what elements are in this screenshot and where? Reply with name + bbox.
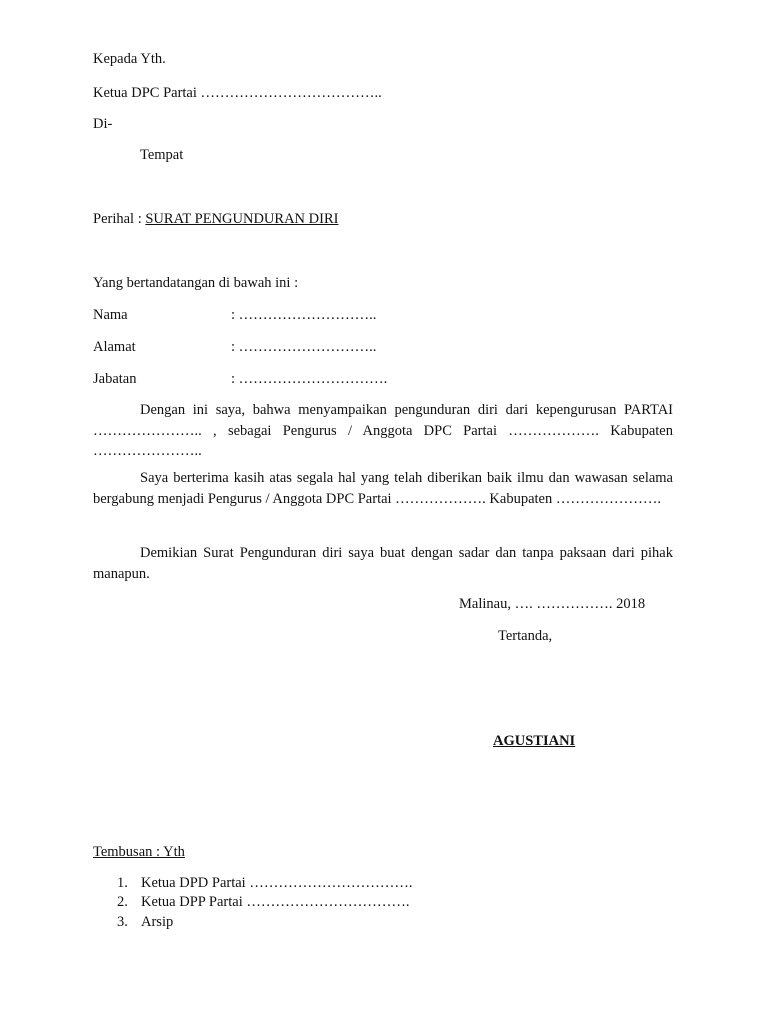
cc-item [117,913,412,932]
paragraph-text: Dengan ini saya, bahwa menyampaikan pengunduran diri dari kepengurusan PARTAI ………………….. , sebagai Pengurus / Anggota DPC Partai ………………. Kabupaten ………………….. [93,402,673,459]
paragraph-closing [93,543,673,584]
subject-line [93,210,338,228]
cc-item-number: 1. [117,875,128,891]
intro-text: Yang bertandatangan di bawah ini : [93,275,299,291]
cc-item-number: 2. [117,894,128,911]
cc-item-number: 3. [117,913,128,930]
signer-name: AGUSTIANI [493,733,576,749]
closing: Tertanda, [498,628,553,644]
field-label-name: Nama [93,307,128,323]
subject-value: SURAT PENGUNDURAN DIRI [145,211,339,227]
paragraph-resignation [93,400,673,462]
greeting: Kepada Yth. [93,51,166,67]
recipient-line: Ketua DPC Partai ……………………………….. [93,85,382,101]
field-value-name: : ……………………….. [231,307,377,323]
field-label-address: Alamat [93,339,136,355]
paragraph-thanks [93,468,673,509]
paragraph-text: Demikian Surat Pengunduran diri saya buat dengan sadar dan tanpa paksaan dari pihak manapun. [93,545,673,582]
field-label-position: Jabatan [93,371,137,387]
cc-item [117,874,412,893]
cc-list [117,874,412,932]
cc-item-text: Arsip [141,913,174,930]
cc-item-text: Ketua DPD Partai ……………………………. [141,875,413,891]
field-value-address: : ……………………….. [231,339,377,355]
cc-item-text: Ketua DPP Partai ……………………………. [141,894,410,911]
place-label: Tempat [140,147,184,163]
paragraph-text: Saya berterima kasih atas segala hal yang telah diberikan baik ilmu dan wawasan selama bergabung menjadi Pengurus / Anggota DPC Partai ………………. Kabupaten …………………. [93,470,673,507]
subject-label: Perihal : [93,211,146,227]
cc-title: Tembusan : Yth [93,844,185,860]
field-value-position: : …………………………. [231,371,388,387]
place-date: Malinau, …. ……………. 2018 [459,596,646,612]
cc-item [117,893,412,912]
di-label: Di- [93,116,113,132]
